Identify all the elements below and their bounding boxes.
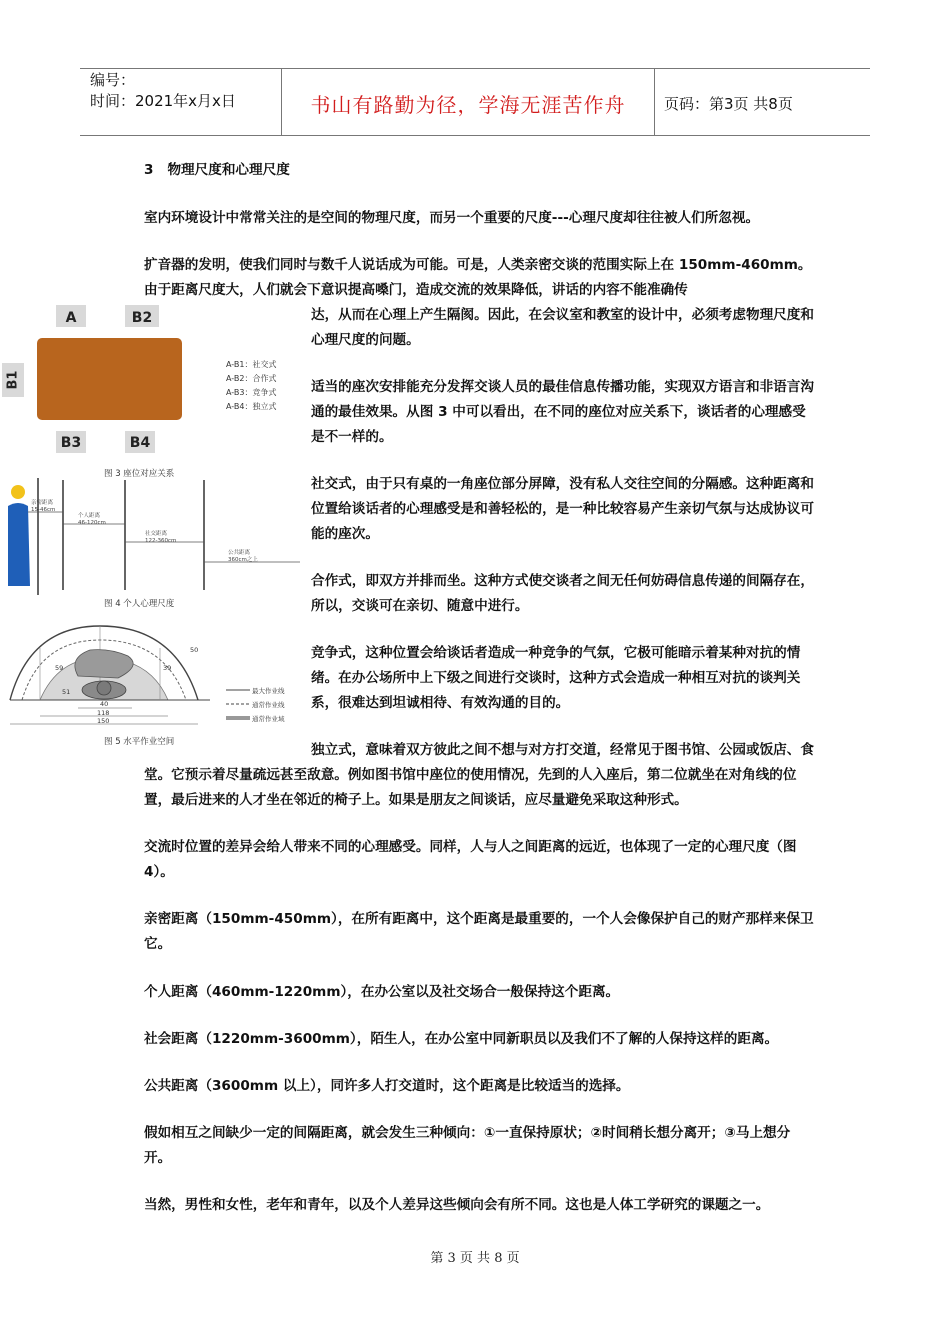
figure-3-caption: 图 3 座位对应关系 [104,469,175,479]
paragraph-13: 假如相互之间缺少一定的间隔距离，就会发生三种倾向：①一直保持原状；②时间稍长想分离开；③马上想分开。 [144,1125,791,1166]
table [37,338,182,420]
paragraph-8: 交流时位置的差异会给人带来不同的心理感受。同样，人与人之间距离的远近，也体现了一定的心理尺度（图 4）。 [144,839,797,880]
figure-4-caption: 图 4 个人心理尺度 [104,599,175,609]
label-intimate-text [31,498,55,513]
header-bottom-rule [80,135,870,136]
section-heading [144,158,290,178]
figure-5-caption: 图 5 水平作业空间 [104,737,175,747]
figure-5-workspace [0,618,305,753]
header-meta [90,70,236,112]
seat-a-label: A [65,310,77,326]
label-social [145,529,176,544]
legend-social: A-B1：社交式 [226,360,277,369]
section-title: 物理尺度和心理尺度 [167,162,290,178]
section-number: 3 [144,162,154,178]
header-page-info: 页码：第3页 共8页 [664,95,793,113]
label-public [228,548,258,563]
fig4-public-line: 公共距离 [228,550,251,556]
header-top-rule [80,68,870,69]
arms-shape [75,650,133,678]
legend-independent: A-B4：独立式 [226,402,277,411]
dim-50: 50 [190,646,199,654]
fig4-public-line: 360cm之上 [228,557,258,563]
paragraph-6: 竞争式，这种位置会给谈话者造成一种竞争的气氛，它极可能暗示着某种对抗的情绪。在办公场所中上下级之间进行交谈时，这种方式会造成一种相互对抗的谈判关系，很难达到坦诚相待、有效沟通的目的。 [311,645,801,711]
paragraph-9: 亲密距离（150mm-450mm），在所有距离中，这个距离是最重要的，一个人会像保护自己的财产那样来保卫它。 [144,911,814,952]
dim-150: 150 [97,717,110,725]
dim-51: 51 [62,688,71,696]
fig4-intimate-line: 亲密距离 [31,500,54,506]
paragraph-3: 适当的座次安排能充分发挥交谈人员的最佳信息传播功能，实现双方语言和非语言沟通的最佳效果。从图 3 中可以看出，在不同的座位对应关系下，谈话者的心理感受是不一样的。 [311,379,814,445]
figure-3-seating [0,300,305,485]
paragraph-4: 社交式，由于只有桌的一角座位部分屏障，没有私人交往空间的分隔感。这种距离和位置给谈话者的心理感受是和善轻松的，是一种比较容易产生亲切气氛与达成协议可能的座次。 [311,476,814,542]
legend-cooperative: A-B2：合作式 [226,374,277,383]
header-divider-right [654,68,655,136]
legend-max-reach: 最大作业线 [252,687,285,695]
seat-b3-label: B3 [60,435,82,451]
fig4-personal-line: 46-120cm [78,520,106,526]
figure-4-distance [0,470,305,615]
person-body [8,503,30,586]
legend-normal-reach: 通常作业线 [252,701,285,709]
dim-118: 118 [97,709,110,717]
fig4-social-line: 社交距离 [145,531,168,537]
paragraph-11: 社会距离（1220mm-3600mm），陌生人，在办公室中同新职员以及我们不了解的人保持这样的距离。 [144,1031,779,1047]
paragraph-12: 公共距离（3600mm 以上），同许多人打交道时，这个距离是比较适当的选择。 [144,1078,630,1094]
seat-b2-label: B2 [131,310,153,326]
legend-normal-area: 通常作业域 [252,715,285,723]
serial-label: 编号： [90,71,136,89]
date-label: 时间：2021年x月x日 [90,92,236,110]
fig4-personal-line: 个人距离 [78,513,101,519]
seat-b1-label: B1 [5,370,21,390]
fig4-social-line: 122-360cm [145,538,177,544]
header-motto: 书山有路勤为径，学海无涯苦作舟 [310,93,626,117]
paragraph-5: 合作式，即双方并排而坐。这种方式使交谈者之间无任何妨碍信息传递的间隔存在，所以，交谈可在亲切、随意中进行。 [311,573,814,614]
person-head [11,485,25,499]
label-personal [78,511,106,526]
dim-40: 40 [100,700,109,708]
fig4-intimate-line: 15-46cm [31,507,56,513]
dim-59: 59 [55,664,64,672]
paragraph-2a: 扩音器的发明，使我们同时与数千人说话成为可能。可是，人类亲密交谈的范围实际上在 150mm-460mm。由于距离尺度大，人们就会下意识提高嗓门，造成交流的效果降低，讲话的内容不能准确传 [144,257,812,298]
dim-39: 39 [163,664,172,672]
page-footer: 第 3 页 共 8 页 [430,1251,520,1266]
person-head-top [97,681,111,695]
paragraph-2b: 达，从而在心理上产生隔阂。因此，在会议室和教室的设计中，必须考虑物理尺度和心理尺度的问题。 [311,307,814,348]
paragraph-7: 独立式，意味着双方彼此之间不想与对方打交道，经常见于图书馆、公园或饭店、食堂。它预示着尽量疏远甚至敌意。例如图书馆中座位的使用情况，先到的人入座后，第二位就坐在对角线的位置，最后进来的人才坐在邻近的椅子上。如果是朋友之间谈话，应尽量避免采取这种形式。 [144,742,814,808]
seat-b4-label: B4 [129,435,151,451]
paragraph-1: 室内环境设计中常常关注的是空间的物理尺度，而另一个重要的尺度---心理尺度却往往被人们所忽视。 [144,210,760,226]
paragraph-14: 当然，男性和女性，老年和青年，以及个人差异这些倾向会有所不同。这也是人体工学研究的课题之一。 [144,1197,770,1213]
paragraph-10: 个人距离（460mm-1220mm），在办公室以及社交场合一般保持这个距离。 [144,984,620,1000]
legend-competitive: A-B3：竞争式 [226,388,277,397]
